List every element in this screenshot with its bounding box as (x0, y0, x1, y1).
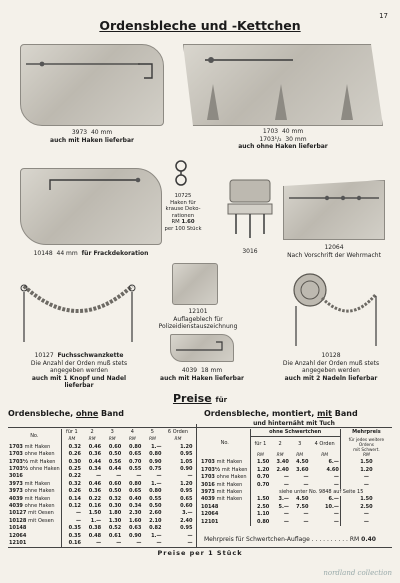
table-row (200, 496, 392, 503)
price-cell: 1.10 (250, 511, 270, 518)
table-top-rule (8, 427, 392, 428)
price-cell: 5.— (278, 503, 289, 510)
mehrpreis-cell: 1.50 (340, 459, 392, 466)
price-cell: 1.— (90, 517, 102, 524)
price-cell: 1.20 (250, 467, 270, 474)
col-header-5: 6 Orden (167, 429, 189, 435)
table-row (200, 474, 392, 481)
price-cell: 0.38 (88, 525, 102, 532)
table-row (8, 525, 194, 532)
table-bottom-rule (8, 547, 392, 548)
product-image-3016 (226, 174, 274, 244)
row-no: 1703 ohne Haken (201, 474, 247, 481)
caption-12064: 12064 Nach Vorschrift der Wehrmacht (287, 244, 381, 259)
row-no: 3973 mit Haken (9, 480, 51, 487)
price-cell: — (136, 473, 142, 480)
table-row (8, 444, 194, 451)
price-cell: 0.34 (129, 503, 142, 510)
currency-label: RM (174, 437, 182, 443)
caption-10148: 10148 44 mm für Frackdekoration (33, 250, 149, 257)
price-cell: 0.44 (88, 458, 102, 465)
price-cell: 0.56 (108, 458, 122, 465)
currency-label: RM (340, 452, 392, 459)
price-cell: 1.20 (180, 443, 193, 450)
price-cell: 0.36 (88, 488, 102, 495)
price-cell: 0.50 (108, 451, 122, 458)
caption-3973: 3973 40 mm auch mit Haken lieferbar (50, 129, 134, 144)
table-row (8, 533, 194, 540)
col-header-4: 5 (150, 429, 154, 435)
price-cell: 0.25 (61, 466, 82, 473)
price-cell: 0.70 (250, 474, 270, 481)
price-cell: 0.44 (108, 466, 122, 473)
row-no: 4039 mit Haken (201, 496, 243, 503)
currency-label: RM (108, 437, 116, 443)
price-cell: 1.— (151, 532, 162, 539)
row-no: 4039 ohne Haken (9, 503, 55, 510)
mehrpreis-cell: — (340, 511, 392, 518)
price-cell: — (283, 474, 289, 481)
prices-right-subheading: und hinternäht mit Tuch (253, 420, 335, 427)
caption-10128: 10128 Die Anzahl der Orden muß stets angegeben werden auch mit 2 Nadeln lieferbar (282, 352, 380, 382)
col-header-1: 2 (270, 437, 290, 452)
mehrpreis-cell: 1.20 (340, 467, 392, 474)
currency-label: RM (128, 437, 136, 443)
table-row (200, 489, 392, 496)
price-cell: 3.60 (296, 466, 309, 473)
table-row (8, 503, 194, 510)
price-cell: 2.30 (129, 510, 142, 517)
currency-label: RM (296, 452, 304, 458)
span-note: siehe unter No. 9848 auf Seite 15 (250, 489, 392, 496)
price-cell: 0.32 (61, 444, 82, 451)
currency-label: RM (276, 452, 284, 458)
row-no: 10148 (9, 525, 27, 532)
price-cell: 0.26 (61, 488, 82, 495)
price-cell: 0.90 (149, 458, 162, 465)
price-cell: 0.70 (250, 482, 270, 489)
price-cell: 10.— (324, 503, 339, 510)
price-cell: 0.80 (149, 488, 162, 495)
price-cell: — (156, 473, 162, 480)
price-cell: 1.50 (250, 496, 270, 503)
row-no: 4039 mit Haken (9, 495, 51, 502)
col-header-0: für 1 (250, 437, 270, 452)
price-cell: 0.46 (88, 443, 102, 450)
price-cell: 0.16 (88, 503, 102, 510)
row-no: 3016 (9, 473, 23, 480)
price-cell: 0.90 (129, 532, 142, 539)
row-no: 10128 mit Oesen (9, 517, 54, 524)
row-no: 3016 mit Haken (201, 481, 243, 488)
mehrpreis-sub: für jedes weitere Ordens mit Schwert. (340, 437, 392, 452)
row-no: 1703½ ohne Haken (9, 466, 60, 473)
row-no: 1703 mit Haken (9, 443, 51, 450)
price-cell: 4.60 (326, 466, 339, 473)
price-cell: — (61, 518, 82, 525)
price-cell: — (116, 473, 122, 480)
price-cell: 1.20 (180, 480, 193, 487)
chain-image-10128 (276, 266, 386, 348)
row-no: 12064 (201, 511, 219, 518)
price-cell: — (283, 518, 289, 525)
price-cell: 0.35 (61, 533, 82, 540)
row-no: 1703½ mit Haken (201, 466, 248, 473)
price-cell: — (96, 473, 102, 480)
group-mehrpreis: Mehrpreis (340, 429, 392, 437)
price-cell: 0.65 (129, 488, 142, 495)
price-cell: 0.95 (180, 488, 193, 495)
col-header-3: 4 Orden (309, 437, 340, 452)
price-cell: 0.50 (108, 488, 122, 495)
price-cell: 0.30 (108, 503, 122, 510)
price-cell: 0.80 (129, 480, 142, 487)
price-cell: — (303, 518, 309, 525)
pin-needle-1703 (183, 44, 383, 126)
caption-10127: 10127 Fuchsschwanzkette Die Anzahl der Orden muß stets angegeben werden auch mit 1 Knopf und Nadel lieferbar (30, 352, 128, 389)
prices-left-heading: Ordensbleche, ohne Band (8, 409, 124, 418)
price-cell: 2.60 (149, 510, 162, 517)
row-no: 1703½ mit Haken (9, 458, 56, 465)
currency-label: RM (88, 437, 96, 443)
price-cell: 0.22 (88, 495, 102, 502)
price-cell: 0.90 (180, 466, 193, 473)
mehrpreis-cell: — (340, 474, 392, 481)
price-cell: 1.50 (88, 510, 102, 517)
price-cell: 0.95 (180, 525, 193, 532)
row-no: 3973 mit Haken (201, 488, 243, 495)
table-row (200, 459, 392, 466)
price-cell: — (333, 474, 339, 481)
price-cell: 2.40 (180, 517, 193, 524)
price-cell: 2.10 (149, 517, 162, 524)
price-cell: 0.26 (61, 451, 82, 458)
price-cell: 0.82 (149, 525, 162, 532)
price-cell: 6.— (328, 496, 339, 503)
col-header-0: für 1 (61, 429, 82, 436)
table-row (200, 482, 392, 489)
row-no: 1703 ohne Haken (9, 451, 55, 458)
price-cell: 0.50 (149, 503, 162, 510)
prices-title: Preise für (172, 392, 228, 405)
watermark: nordland collection (323, 569, 392, 577)
table-row (8, 481, 194, 488)
mehrpreis-note: Mehrpreis für Schwertchen-Auflage . . . . . . . . . . RM 0.40 (204, 536, 376, 543)
page-title: Ordensbleche und -Kettchen (99, 18, 301, 33)
price-cell: — (187, 532, 193, 539)
pin-hook-4039 (170, 334, 234, 362)
price-cell: 0.36 (88, 451, 102, 458)
price-cell: 0.14 (61, 496, 82, 503)
price-cell: 1.30 (108, 517, 122, 524)
price-cell: 3.40 (276, 459, 289, 466)
caption-12101: 12101 Auflageblech für Polizeidienstauszeichnung (158, 308, 238, 330)
pin-hook-10148 (20, 168, 162, 245)
price-cell: — (61, 510, 82, 517)
price-cell: — (303, 481, 309, 488)
col-header-no: No. (220, 440, 229, 447)
price-cell: 1.60 (129, 517, 142, 524)
price-cell: 0.65 (180, 495, 193, 502)
price-cell: 0.22 (61, 473, 82, 480)
row-no: 10127 mit Oesen (9, 510, 54, 517)
caption-4039: 4039 18 mm auch mit Haken lieferbar (160, 367, 244, 382)
price-table-left (8, 429, 194, 548)
currency-label: RM (250, 452, 270, 459)
price-cell: — (116, 540, 122, 547)
table-row (8, 518, 194, 525)
price-cell: 0.60 (180, 503, 193, 510)
price-cell: 0.55 (129, 466, 142, 473)
table-row (8, 466, 194, 473)
row-no: 3973 ohne Haken (9, 488, 55, 495)
pin-needle-12064 (283, 180, 385, 240)
price-cell: — (96, 540, 102, 547)
price-cell: 0.60 (108, 480, 122, 487)
price-cell: 3.— (278, 496, 289, 503)
price-cell: 3.— (182, 510, 193, 517)
prices-footer: Preise per 1 Stück (157, 549, 243, 557)
price-cell: 0.16 (61, 540, 82, 547)
table-divider (196, 424, 197, 548)
prices-right-heading: Ordensbleche, montiert, mit Band (204, 409, 358, 418)
price-cell: — (187, 473, 193, 480)
price-cell: — (283, 481, 289, 488)
table-row (200, 467, 392, 474)
pin-needle-3973 (20, 44, 164, 126)
price-cell: — (303, 511, 309, 518)
mehrpreis-cell: — (340, 482, 392, 489)
table-row (200, 511, 392, 518)
price-cell: 0.30 (61, 459, 82, 466)
row-no: 1703 mit Haken (201, 459, 243, 466)
price-cell: 1.80 (108, 510, 122, 517)
price-cell: 0.34 (88, 466, 102, 473)
price-table-right (200, 429, 392, 526)
table-row (8, 451, 194, 458)
price-cell: 0.95 (180, 451, 193, 458)
price-cell: 1.50 (250, 459, 270, 466)
row-no: 12101 (201, 518, 219, 525)
row-no: 10148 (201, 503, 219, 510)
price-cell: 1.— (151, 480, 162, 487)
price-cell: 4.50 (296, 459, 309, 466)
caption-10725: 10725 Haken für krause Deko- rationen RM 1.60 per 100 Stück (164, 193, 202, 233)
table-row (8, 459, 194, 466)
price-cell: 6.— (328, 459, 339, 466)
price-cell: — (333, 518, 339, 525)
price-cell: 0.48 (88, 532, 102, 539)
price-cell: — (187, 540, 193, 547)
mehrpreis-cell: 1.50 (340, 496, 392, 503)
price-cell: 0.32 (108, 495, 122, 502)
table-row (8, 510, 194, 517)
price-cell: 1.— (151, 443, 162, 450)
caption-1703: 1703 40 mm 1703¹/₂ 30 mm auch ohne Haken lieferbar (238, 128, 328, 150)
price-cell: 0.60 (108, 443, 122, 450)
col-header-1: 2 (90, 429, 94, 435)
page-number: 17 (379, 12, 388, 20)
price-cell: — (303, 474, 309, 481)
group-ohne-schwertchen: ohne Schwertchen (250, 429, 340, 437)
price-cell: 0.75 (149, 466, 162, 473)
price-cell: 0.40 (129, 495, 142, 502)
chain-image-10127 (14, 276, 142, 346)
currency-label: RM (321, 452, 329, 458)
price-cell: 1.05 (180, 458, 193, 465)
price-cell: 0.61 (108, 532, 122, 539)
price-cell: 0.35 (61, 525, 82, 532)
price-cell: 0.46 (88, 480, 102, 487)
price-cell: 0.52 (108, 525, 122, 532)
price-cell: 2.40 (276, 466, 289, 473)
price-cell: 0.55 (149, 495, 162, 502)
table-row (8, 473, 194, 480)
currency-label: RM (148, 437, 156, 443)
row-no: 12064 (9, 532, 27, 539)
price-cell: 0.80 (149, 451, 162, 458)
price-cell: 4.50 (296, 496, 309, 503)
mehrpreis-cell: 2.50 (340, 504, 392, 511)
price-cell: 7.50 (296, 503, 309, 510)
price-cell: 2.50 (250, 504, 270, 511)
col-header-3: 4 (130, 429, 134, 435)
table-row (8, 496, 194, 503)
col-header-2: 3 (290, 437, 310, 452)
mehrpreis-cell: — (340, 519, 392, 526)
hook-image-10725 (170, 160, 192, 190)
price-cell: — (283, 511, 289, 518)
price-cell: 0.80 (250, 519, 270, 526)
caption-3016: 3016 (242, 248, 258, 255)
product-image-12101 (172, 263, 218, 305)
price-cell: 0.80 (129, 443, 142, 450)
price-cell: 0.63 (129, 525, 142, 532)
currency-label: RM (61, 436, 82, 443)
price-cell: — (333, 511, 339, 518)
price-cell: — (156, 540, 162, 547)
price-cell: 0.32 (61, 481, 82, 488)
table-row (200, 519, 392, 526)
price-cell: — (333, 481, 339, 488)
col-header-2: 3 (110, 429, 114, 435)
col-header-no: No. (30, 432, 39, 439)
price-cell: 0.70 (129, 458, 142, 465)
price-cell: 0.12 (61, 503, 82, 510)
table-row (8, 488, 194, 495)
row-no: 12101 (9, 540, 27, 547)
table-row (200, 504, 392, 511)
price-cell: — (136, 540, 142, 547)
price-cell: 0.65 (129, 451, 142, 458)
